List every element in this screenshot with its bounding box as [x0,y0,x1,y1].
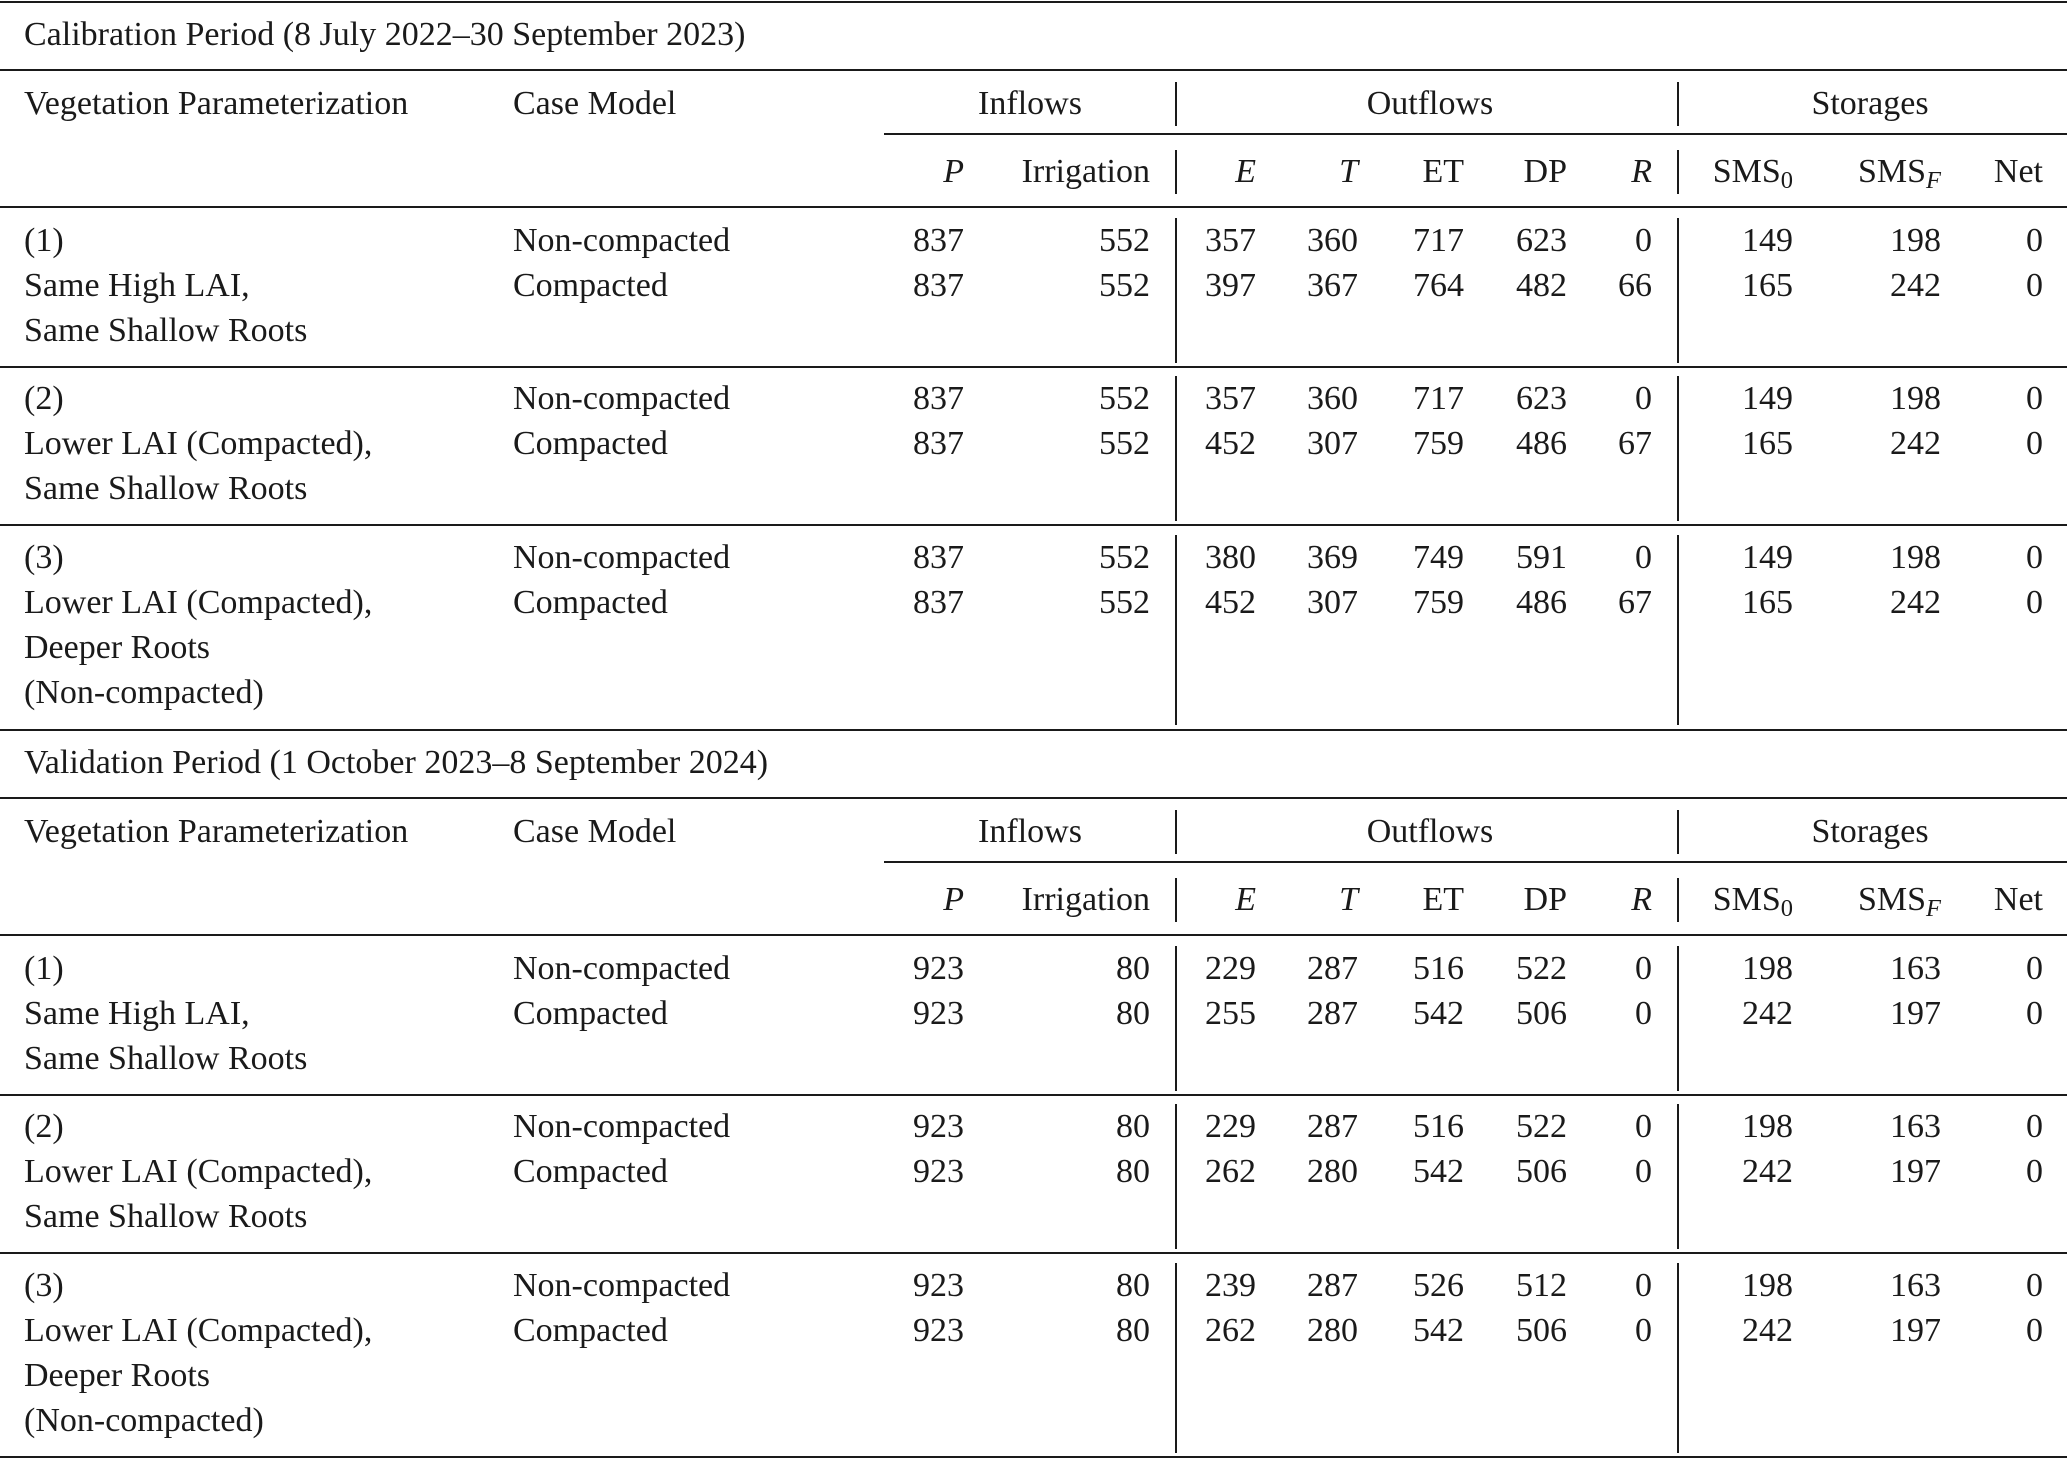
table-cell: 165 [1742,425,1793,462]
header-p: P [943,153,964,190]
header-p: P [943,881,964,918]
table-cell: 369 [1307,539,1358,576]
header-irrigation: Irrigation [1021,153,1150,190]
case-model-cell: Non-compacted [513,1267,731,1304]
table-cell: 516 [1413,950,1464,987]
header-case-model: Case Model [513,85,677,122]
header-r: R [1631,881,1652,918]
table-cell: 923 [913,1312,964,1349]
header-vegetation-parameterization: Vegetation Parameterization [24,813,409,850]
header-et: ET [1422,881,1464,918]
table-cell: 623 [1516,380,1567,417]
header-outflows: Outflows [1366,813,1494,850]
table-cell: 280 [1307,1312,1358,1349]
case-model-cell: Compacted [513,995,668,1032]
table-cell: 506 [1516,1153,1567,1190]
group-underline [884,133,2067,135]
header-et: ET [1422,153,1464,190]
table-cell: 0 [2026,1267,2043,1304]
vegetation-label-line: Lower LAI (Compacted), [24,1312,373,1349]
table-cell: 923 [913,1267,964,1304]
group-separator [0,366,2067,368]
table-cell: 197 [1890,995,1941,1032]
table-cell: 242 [1890,584,1941,621]
table-cell: 80 [1116,950,1150,987]
table-cell: 759 [1413,425,1464,462]
table-cell: 0 [1635,1108,1652,1145]
table-cell: 552 [1099,380,1150,417]
table-cell: 380 [1205,539,1256,576]
table-cell: 242 [1742,995,1793,1032]
table-cell: 486 [1516,584,1567,621]
table-cell: 0 [2026,380,2043,417]
column-divider [1175,1263,1177,1453]
header-smsf-subscript: F [1926,895,1941,923]
header-smsf-subscript: F [1926,167,1941,195]
table-cell: 0 [1635,1267,1652,1304]
header-outflows: Outflows [1366,85,1494,122]
case-model-cell: Non-compacted [513,1108,731,1145]
header-divider [1677,810,1679,854]
header-sms0-base: SMS [1712,153,1781,190]
table-cell: 0 [2026,950,2043,987]
table-cell: 198 [1742,1108,1793,1145]
table-cell: 149 [1742,539,1793,576]
table-cell: 0 [1635,539,1652,576]
table-cell: 0 [2026,1108,2043,1145]
column-divider [1677,535,1679,725]
header-divider [1677,150,1679,194]
table-cell: 837 [913,539,964,576]
header-smsf-base: SMS [1857,153,1927,190]
table-cell: 197 [1890,1312,1941,1349]
column-divider [1175,946,1177,1091]
header-storages: Storages [1811,813,1929,850]
table-cell: 516 [1413,1108,1464,1145]
case-model-cell: Compacted [513,267,668,304]
header-divider [1175,878,1177,922]
section-top-rule [0,729,2067,731]
table-cell: 623 [1516,222,1567,259]
case-model-cell: Compacted [513,584,668,621]
table-cell: 552 [1099,584,1150,621]
vegetation-label-line: Same Shallow Roots [24,312,308,349]
table-cell: 229 [1205,1108,1256,1145]
table-cell: 367 [1307,267,1358,304]
table-cell: 482 [1516,267,1567,304]
vegetation-label-line: (Non-compacted) [24,674,264,711]
header-e: E [1235,153,1256,190]
header-smsf-base: SMS [1857,881,1927,918]
header-sms0-subscript: 0 [1780,895,1793,923]
table-cell: 452 [1205,584,1256,621]
table-cell: 552 [1099,425,1150,462]
table-cell: 287 [1307,1267,1358,1304]
vegetation-label-line: (2) [24,380,64,417]
table-cell: 837 [913,267,964,304]
table-cell: 0 [2026,1312,2043,1349]
table-cell: 452 [1205,425,1256,462]
column-divider [1677,946,1679,1091]
table-cell: 0 [1635,380,1652,417]
case-model-cell: Non-compacted [513,950,731,987]
table-cell: 923 [913,950,964,987]
header-net: Net [1993,881,2043,918]
section-title-rule [0,69,2067,71]
table-cell: 0 [2026,425,2043,462]
vegetation-label-line: (Non-compacted) [24,1402,264,1439]
table-cell: 80 [1116,1108,1150,1145]
vegetation-label-line: Lower LAI (Compacted), [24,584,373,621]
table-cell: 506 [1516,1312,1567,1349]
group-separator [0,1252,2067,1254]
table-cell: 512 [1516,1267,1567,1304]
header-bottom-rule [0,934,2067,936]
table-cell: 198 [1890,539,1941,576]
table-cell: 542 [1413,1153,1464,1190]
table-cell: 552 [1099,267,1150,304]
case-model-cell: Compacted [513,1312,668,1349]
table-cell: 80 [1116,1153,1150,1190]
vegetation-label-line: (3) [24,1267,64,1304]
header-irrigation: Irrigation [1021,881,1150,918]
vegetation-label-line: Deeper Roots [24,629,211,666]
table-cell: 397 [1205,267,1256,304]
table-bottom-rule [0,1456,2067,1458]
vegetation-label-line: (1) [24,222,64,259]
table-cell: 80 [1116,995,1150,1032]
case-model-cell: Non-compacted [513,380,731,417]
table-cell: 0 [2026,222,2043,259]
vegetation-label-line: Deeper Roots [24,1357,211,1394]
vegetation-label-line: Same Shallow Roots [24,1040,308,1077]
vegetation-label-line: Lower LAI (Compacted), [24,1153,373,1190]
column-divider [1175,218,1177,363]
vegetation-label-line: Same High LAI, [24,267,250,304]
header-r: R [1631,153,1652,190]
table-cell: 552 [1099,539,1150,576]
table-cell: 0 [1635,950,1652,987]
vegetation-label-line: Same High LAI, [24,995,250,1032]
column-divider [1677,376,1679,521]
header-dp: DP [1523,881,1567,918]
header-dp: DP [1523,153,1567,190]
header-net: Net [1993,153,2043,190]
table-cell: 67 [1618,425,1652,462]
table-cell: 837 [913,380,964,417]
table-cell: 197 [1890,1153,1941,1190]
table-cell: 165 [1742,267,1793,304]
header-t: T [1339,153,1358,190]
table-cell: 229 [1205,950,1256,987]
table-cell: 149 [1742,380,1793,417]
section-top-rule [0,1,2067,3]
table-cell: 486 [1516,425,1567,462]
header-divider [1175,82,1177,126]
table-cell: 0 [2026,267,2043,304]
table-cell: 163 [1890,1267,1941,1304]
vegetation-label-line: Lower LAI (Compacted), [24,425,373,462]
table-cell: 163 [1890,950,1941,987]
column-divider [1175,535,1177,725]
header-smsf [1858,149,1941,194]
group-separator [0,1094,2067,1096]
header-case-model: Case Model [513,813,677,850]
table-cell: 526 [1413,1267,1464,1304]
header-inflows: Inflows [978,85,1082,122]
table-cell: 837 [913,222,964,259]
table-cell: 360 [1307,222,1358,259]
table-cell: 0 [2026,584,2043,621]
header-sms0 [1713,149,1793,194]
vegetation-label-line: Same Shallow Roots [24,470,308,507]
section-title: Validation Period (1 October 2023–8 September 2024) [24,744,769,781]
table-cell: 198 [1890,380,1941,417]
table-cell: 759 [1413,584,1464,621]
header-sms0-base: SMS [1712,881,1781,918]
table-cell: 360 [1307,380,1358,417]
table-cell: 242 [1742,1312,1793,1349]
table-cell: 0 [2026,995,2043,1032]
table-cell: 0 [2026,1153,2043,1190]
column-divider [1677,1104,1679,1249]
case-model-cell: Compacted [513,425,668,462]
table-cell: 242 [1742,1153,1793,1190]
table-cell: 923 [913,1153,964,1190]
header-divider [1677,82,1679,126]
table-cell: 923 [913,995,964,1032]
table-cell: 149 [1742,222,1793,259]
group-underline [884,861,2067,863]
vegetation-label-line: (1) [24,950,64,987]
case-model-cell: Compacted [513,1153,668,1190]
table-cell: 255 [1205,995,1256,1032]
section-title: Calibration Period (8 July 2022–30 September 2023) [24,16,746,53]
table-cell: 542 [1413,1312,1464,1349]
header-divider [1175,150,1177,194]
table-cell: 287 [1307,950,1358,987]
table-cell: 242 [1890,425,1941,462]
table-cell: 0 [1635,1312,1652,1349]
table-cell: 0 [1635,1153,1652,1190]
header-e: E [1235,881,1256,918]
header-sms0-subscript: 0 [1780,167,1793,195]
vegetation-label-line: Same Shallow Roots [24,1198,308,1235]
table-cell: 165 [1742,584,1793,621]
case-model-cell: Non-compacted [513,222,731,259]
header-vegetation-parameterization: Vegetation Parameterization [24,85,409,122]
table-cell: 357 [1205,222,1256,259]
table-cell: 522 [1516,950,1567,987]
table-cell: 67 [1618,584,1652,621]
header-sms0 [1713,877,1793,922]
table-cell: 198 [1742,950,1793,987]
table-cell: 522 [1516,1108,1567,1145]
header-inflows: Inflows [978,813,1082,850]
vegetation-label-line: (3) [24,539,64,576]
table-cell: 717 [1413,222,1464,259]
header-smsf [1858,877,1941,922]
table-cell: 80 [1116,1312,1150,1349]
table-cell: 0 [2026,539,2043,576]
header-divider [1175,810,1177,854]
column-divider [1175,376,1177,521]
table-cell: 307 [1307,425,1358,462]
table-cell: 717 [1413,380,1464,417]
table-cell: 749 [1413,539,1464,576]
table-cell: 280 [1307,1153,1358,1190]
column-divider [1677,218,1679,363]
table-cell: 506 [1516,995,1567,1032]
table-cell: 80 [1116,1267,1150,1304]
table-cell: 837 [913,425,964,462]
table-cell: 198 [1742,1267,1793,1304]
table-cell: 163 [1890,1108,1941,1145]
table-cell: 591 [1516,539,1567,576]
table-cell: 0 [1635,995,1652,1032]
table-cell: 198 [1890,222,1941,259]
table-cell: 239 [1205,1267,1256,1304]
table-cell: 923 [913,1108,964,1145]
table-cell: 0 [1635,222,1652,259]
table-cell: 262 [1205,1312,1256,1349]
group-separator [0,524,2067,526]
column-divider [1677,1263,1679,1453]
header-t: T [1339,881,1358,918]
table-cell: 764 [1413,267,1464,304]
table-cell: 242 [1890,267,1941,304]
table-cell: 287 [1307,1108,1358,1145]
vegetation-label-line: (2) [24,1108,64,1145]
column-divider [1175,1104,1177,1249]
section-title-rule [0,797,2067,799]
table-cell: 357 [1205,380,1256,417]
table-cell: 542 [1413,995,1464,1032]
table-cell: 262 [1205,1153,1256,1190]
table-cell: 307 [1307,584,1358,621]
table-cell: 287 [1307,995,1358,1032]
case-model-cell: Non-compacted [513,539,731,576]
table-cell: 837 [913,584,964,621]
table-cell: 552 [1099,222,1150,259]
header-bottom-rule [0,206,2067,208]
header-divider [1677,878,1679,922]
table-cell: 66 [1618,267,1652,304]
header-storages: Storages [1811,85,1929,122]
